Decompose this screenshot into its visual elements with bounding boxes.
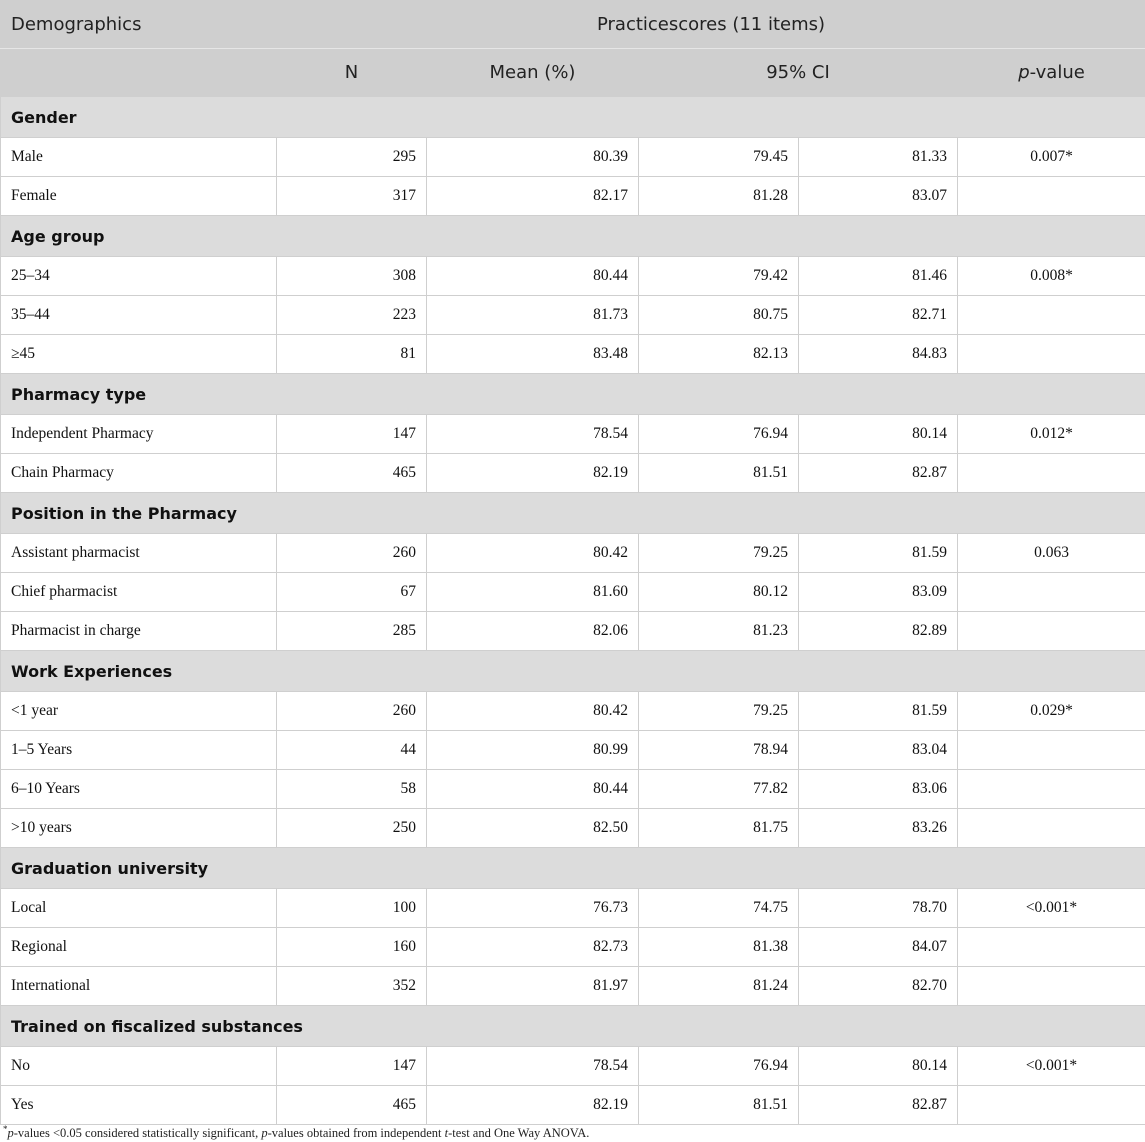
row-ci-low: 81.28 — [639, 177, 799, 216]
header-blank — [1, 49, 277, 97]
row-label: 6–10 Years — [1, 770, 277, 809]
row-mean: 82.19 — [427, 1086, 639, 1125]
row-mean: 82.19 — [427, 454, 639, 493]
row-mean: 82.17 — [427, 177, 639, 216]
header-n: N — [277, 49, 427, 97]
row-mean: 80.39 — [427, 138, 639, 177]
row-ci-high: 84.83 — [799, 335, 958, 374]
table-row — [1, 770, 1145, 809]
row-p-value — [958, 1086, 1145, 1125]
row-ci-low: 82.13 — [639, 335, 799, 374]
row-mean: 80.44 — [427, 770, 639, 809]
row-p-value: 0.012* — [958, 415, 1145, 454]
row-n: 260 — [277, 692, 427, 731]
section-title: Position in the Pharmacy — [1, 493, 1145, 534]
footnote-p1: p — [7, 1126, 14, 1141]
row-mean: 82.73 — [427, 928, 639, 967]
row-p-value: <0.001* — [958, 889, 1145, 928]
row-ci-low: 81.51 — [639, 454, 799, 493]
table-row — [1, 928, 1145, 967]
table-row — [1, 454, 1145, 493]
row-ci-high: 83.09 — [799, 573, 958, 612]
row-label: 25–34 — [1, 257, 277, 296]
row-label: Female — [1, 177, 277, 216]
row-ci-high: 82.71 — [799, 296, 958, 335]
row-label: No — [1, 1047, 277, 1086]
table-row — [1, 1047, 1145, 1086]
footnote-t: t — [444, 1126, 449, 1141]
row-n: 465 — [277, 454, 427, 493]
table-row — [1, 257, 1145, 296]
footnote-text-3: -test and One Way ANOVA. — [448, 1126, 590, 1141]
row-mean: 76.73 — [427, 889, 639, 928]
row-p-value: <0.001* — [958, 1047, 1145, 1086]
row-label: >10 years — [1, 809, 277, 848]
row-ci-low: 74.75 — [639, 889, 799, 928]
table-row — [1, 415, 1145, 454]
row-ci-high: 80.14 — [799, 415, 958, 454]
row-n: 308 — [277, 257, 427, 296]
section-header-row — [1, 493, 1145, 534]
row-label: Yes — [1, 1086, 277, 1125]
row-p-value — [958, 928, 1145, 967]
row-ci-low: 79.25 — [639, 534, 799, 573]
row-n: 295 — [277, 138, 427, 177]
row-label: <1 year — [1, 692, 277, 731]
section-header-row — [1, 848, 1145, 889]
table-header — [1, 1, 1145, 97]
table-row — [1, 573, 1145, 612]
row-mean: 80.99 — [427, 731, 639, 770]
row-ci-high: 81.59 — [799, 692, 958, 731]
row-ci-high: 82.87 — [799, 1086, 958, 1125]
row-mean: 83.48 — [427, 335, 639, 374]
row-n: 81 — [277, 335, 427, 374]
table-row — [1, 731, 1145, 770]
table-footnote — [3, 1124, 589, 1141]
row-mean: 81.60 — [427, 573, 639, 612]
row-ci-low: 81.51 — [639, 1086, 799, 1125]
table-row — [1, 692, 1145, 731]
row-ci-low: 76.94 — [639, 415, 799, 454]
row-n: 147 — [277, 415, 427, 454]
row-ci-low: 81.75 — [639, 809, 799, 848]
row-p-value — [958, 770, 1145, 809]
header-demographics: Demographics — [1, 1, 277, 49]
row-ci-low: 80.12 — [639, 573, 799, 612]
row-p-value — [958, 573, 1145, 612]
row-label: Regional — [1, 928, 277, 967]
row-p-value — [958, 335, 1145, 374]
footnote-p2: p — [261, 1126, 268, 1141]
section-title: Graduation university — [1, 848, 1145, 889]
table-row — [1, 967, 1145, 1006]
table-row — [1, 889, 1145, 928]
table-row — [1, 335, 1145, 374]
row-ci-low: 81.38 — [639, 928, 799, 967]
row-mean: 82.50 — [427, 809, 639, 848]
row-mean: 78.54 — [427, 1047, 639, 1086]
row-ci-low: 81.23 — [639, 612, 799, 651]
row-ci-high: 81.33 — [799, 138, 958, 177]
table-row — [1, 1086, 1145, 1125]
section-header-row — [1, 651, 1145, 692]
row-p-value — [958, 296, 1145, 335]
row-ci-low: 78.94 — [639, 731, 799, 770]
header-p-value — [958, 49, 1145, 97]
row-n: 67 — [277, 573, 427, 612]
section-title: Gender — [1, 97, 1145, 138]
row-n: 147 — [277, 1047, 427, 1086]
footnote-text-2: -values obtained from independent — [267, 1126, 445, 1141]
row-n: 317 — [277, 177, 427, 216]
section-title: Pharmacy type — [1, 374, 1145, 415]
row-n: 100 — [277, 889, 427, 928]
table-row — [1, 138, 1145, 177]
row-label: Independent Pharmacy — [1, 415, 277, 454]
row-ci-high: 83.04 — [799, 731, 958, 770]
row-mean: 81.97 — [427, 967, 639, 1006]
row-ci-high: 80.14 — [799, 1047, 958, 1086]
table-row — [1, 612, 1145, 651]
section-header-row — [1, 97, 1145, 138]
row-label: 1–5 Years — [1, 731, 277, 770]
row-n: 260 — [277, 534, 427, 573]
table-body — [1, 97, 1145, 1125]
header-practice-scores: Practicescores (11 items) — [277, 1, 1145, 49]
row-ci-low: 76.94 — [639, 1047, 799, 1086]
row-label: International — [1, 967, 277, 1006]
table-row — [1, 296, 1145, 335]
row-p-value — [958, 967, 1145, 1006]
row-n: 44 — [277, 731, 427, 770]
row-ci-low: 80.75 — [639, 296, 799, 335]
row-label: Pharmacist in charge — [1, 612, 277, 651]
header-mean: Mean (%) — [427, 49, 639, 97]
row-mean: 82.06 — [427, 612, 639, 651]
row-mean: 78.54 — [427, 415, 639, 454]
row-ci-low: 79.45 — [639, 138, 799, 177]
row-ci-high: 82.70 — [799, 967, 958, 1006]
row-n: 285 — [277, 612, 427, 651]
row-ci-low: 79.25 — [639, 692, 799, 731]
row-label: Chief pharmacist — [1, 573, 277, 612]
row-ci-high: 81.46 — [799, 257, 958, 296]
row-label: Local — [1, 889, 277, 928]
footnote-text-1: -values <0.05 considered statistically significant, — [13, 1126, 262, 1141]
row-n: 160 — [277, 928, 427, 967]
row-ci-high: 83.26 — [799, 809, 958, 848]
row-ci-high: 82.87 — [799, 454, 958, 493]
table-row — [1, 809, 1145, 848]
section-title: Trained on fiscalized substances — [1, 1006, 1145, 1047]
row-label: Chain Pharmacy — [1, 454, 277, 493]
footnote-star: * — [3, 1124, 8, 1134]
row-p-value: 0.029* — [958, 692, 1145, 731]
row-n: 223 — [277, 296, 427, 335]
row-p-value — [958, 612, 1145, 651]
row-ci-low: 77.82 — [639, 770, 799, 809]
row-p-value: 0.008* — [958, 257, 1145, 296]
row-ci-low: 79.42 — [639, 257, 799, 296]
row-ci-low: 81.24 — [639, 967, 799, 1006]
section-title: Age group — [1, 216, 1145, 257]
row-p-value — [958, 177, 1145, 216]
row-ci-high: 83.07 — [799, 177, 958, 216]
row-mean: 80.44 — [427, 257, 639, 296]
table-row — [1, 177, 1145, 216]
row-label: ≥45 — [1, 335, 277, 374]
row-ci-high: 83.06 — [799, 770, 958, 809]
row-ci-high: 81.59 — [799, 534, 958, 573]
row-ci-high: 78.70 — [799, 889, 958, 928]
row-ci-high: 82.89 — [799, 612, 958, 651]
row-label: Male — [1, 138, 277, 177]
row-label: 35–44 — [1, 296, 277, 335]
row-n: 250 — [277, 809, 427, 848]
row-p-value — [958, 731, 1145, 770]
header-p-italic: p — [1018, 62, 1030, 83]
row-mean: 81.73 — [427, 296, 639, 335]
header-p-rest: -value — [1029, 62, 1085, 83]
row-n: 352 — [277, 967, 427, 1006]
row-mean: 80.42 — [427, 692, 639, 731]
table-row — [1, 534, 1145, 573]
row-n: 58 — [277, 770, 427, 809]
section-header-row — [1, 216, 1145, 257]
row-p-value — [958, 809, 1145, 848]
row-ci-high: 84.07 — [799, 928, 958, 967]
section-title: Work Experiences — [1, 651, 1145, 692]
header-ci: 95% CI — [639, 49, 958, 97]
row-n: 465 — [277, 1086, 427, 1125]
row-p-value: 0.007* — [958, 138, 1145, 177]
row-p-value: 0.063 — [958, 534, 1145, 573]
row-label: Assistant pharmacist — [1, 534, 277, 573]
row-p-value — [958, 454, 1145, 493]
section-header-row — [1, 374, 1145, 415]
section-header-row — [1, 1006, 1145, 1047]
row-mean: 80.42 — [427, 534, 639, 573]
